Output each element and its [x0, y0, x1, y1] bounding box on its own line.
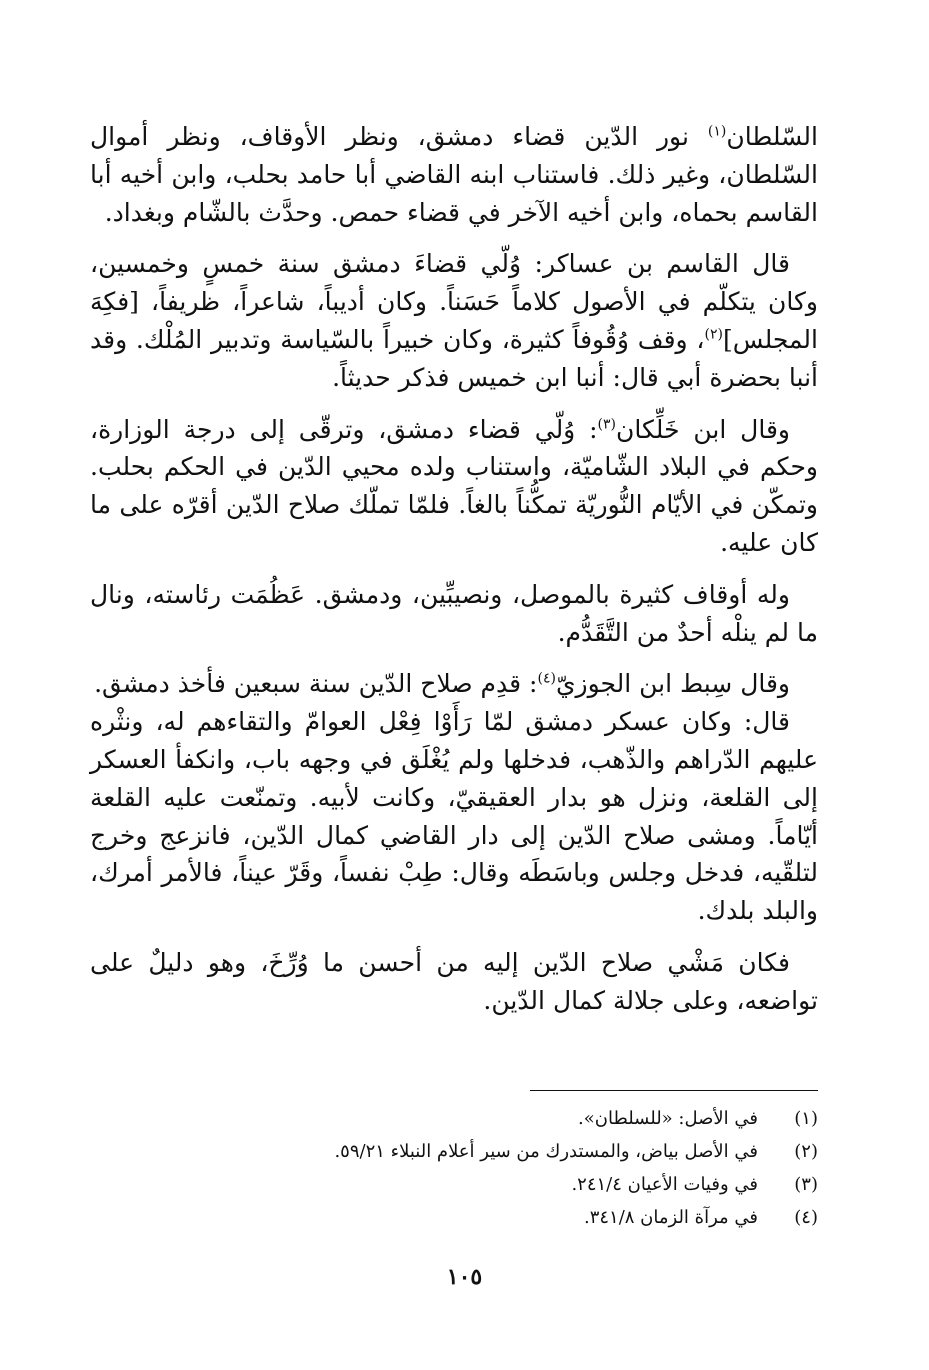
- footnote-1: [160, 1102, 818, 1135]
- text-span: : قدِم صلاح الدّين سنة سبعين فأخذ دمشق.: [94, 669, 538, 699]
- paragraph-2: [90, 245, 818, 396]
- paragraph-5: [90, 665, 818, 703]
- footnote-ref-1: (١): [707, 123, 727, 140]
- footnote-text: في الأصل بياض، والمستدرك من سير أعلام النبلاء ٥٩/٢١.: [334, 1141, 758, 1162]
- footnote-number: (١): [794, 1108, 818, 1129]
- main-text: [90, 118, 818, 1034]
- footnote-2: [160, 1135, 818, 1168]
- footnote-ref-3: (٣): [597, 416, 617, 433]
- paragraph-6: [90, 703, 818, 930]
- text-span: : وُلّي قضاء دمشق، وترقّى إلى درجة الوزارة، وحكم في البلاد الشّاميّة، واستناب ولده محيي الدّين في الحكم بحلب. وتمكّن في الأيّام النُّوريّة تمكُّناً بالغاً. فلمّا تملّك صلاح الدّين أقرّه على ما كان عليه.: [90, 414, 818, 557]
- text-span: وقال سِبط ابن الجوزيّ: [555, 669, 790, 699]
- paragraph-3: [90, 411, 818, 562]
- page-number: ١٠٥: [446, 1264, 483, 1290]
- footnote-ref-2: (٢): [704, 326, 723, 343]
- footnote-3: [160, 1168, 818, 1201]
- paragraph-7: [90, 944, 818, 1020]
- footnote-text: في مرآة الزمان ٣٤١/٨.: [583, 1207, 758, 1228]
- footnote-text: في الأصل: «للسلطان».: [578, 1108, 758, 1129]
- text-span: نور الدّين قضاء دمشق، ونظر الأوقاف، ونظر أموال السّلطان، وغير ذلك. فاستناب ابنه القاضي أبا حامد بحلب، وابن أخيه أبا القاسم بحماه، وابن أخيه الآخر في قضاء حمص. وحدَّث بالشّام وبغداد.: [90, 122, 818, 227]
- footnote-number: (٢): [794, 1141, 818, 1162]
- text-span: السّلطان: [726, 122, 818, 151]
- footnote-number: (٤): [794, 1207, 818, 1228]
- footnote-separator: [530, 1090, 818, 1091]
- footnote-ref-4: (٤): [537, 671, 556, 688]
- footnotes: [160, 1102, 818, 1234]
- text-span: قال القاسم بن عساكر: وُلّي قضاءَ دمشق سنة خمسٍ وخمسين، وكان يتكلّم في الأصول كلاماً حَسَناً. وكان أديباً، شاعراً، ظريفاً، [فكِهَ المجلس]: [90, 249, 818, 354]
- text-span: وقال ابن خَلِّكان: [616, 414, 790, 444]
- paragraph-4: [90, 576, 818, 652]
- text-span: ، وقف وُقُوفاً كثيرة، وكان خبيراً بالسّياسة وتدبير المُلْك. وقد أنبا بحضرة أبي قال: أنبا ابن خميس فذكر حديثاً.: [90, 324, 818, 392]
- paragraph-1: [90, 118, 818, 231]
- footnote-text: في وفيات الأعيان ٢٤١/٤.: [571, 1174, 758, 1195]
- text-span: قال: وكان عسكر دمشق لمّا رَأَوْا فِعْل العوامّ والتقاءهم له، ونثْره عليهم الدّراهم والذّهب، فدخلها ولم يُغْلَق في وجهه باب، وانكفأ العسكر إلى القلعة، ونزل هو بدار العقيقيّ، وكانت لأبيه. وتمنّعت عليه القلعة أيّاماً. ومشى صلاح الدّين إلى دار القاضي كمال الدّين، فانزعج وخرج لتلقّيه، فدخل وجلس وباسَطَه وقال: طِبْ نفساً، وقَرّ عيناً، فالأمر أمرك، والبلد بلدك.: [90, 707, 818, 926]
- text-span: وله أوقاف كثيرة بالموصل، ونصيبِّين، ودمشق. عَظُمَت رئاسته، ونال ما لم ينلْه أحدٌ من التَّقَدُّم.: [90, 579, 818, 647]
- footnote-4: [160, 1201, 818, 1234]
- text-span: فكان مَشْي صلاح الدّين إليه من أحسن ما وُرِّخَ، وهو دليلٌ على تواضعه، وعلى جلالة كمال الدّين.: [90, 947, 818, 1015]
- footnote-number: (٣): [794, 1174, 818, 1195]
